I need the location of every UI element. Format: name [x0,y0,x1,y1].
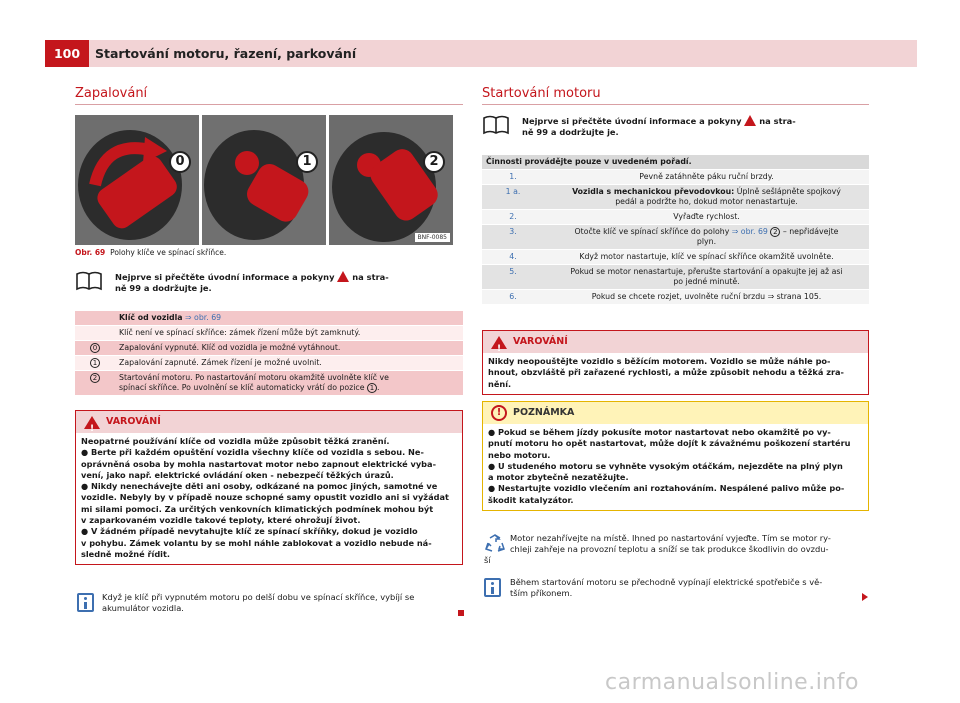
key-positions-figure [75,115,453,245]
chapter-title: Startování motoru, řazení, parkování [95,46,357,61]
warning-body: Neopatrné používání klíče od vozidla může způsobit těžká zranění. ● Berte při každém opuštění vozidla všechny klíče od vozidla s sebou. Ne- oprávněná osoba by mohla nastartovat motor nebo zapnout elektrické vyba- vení, jako např. elektrické ovládání oken - nebezpečí těžkých úrazů. ● Nikdy nenechávejte děti ani osoby, odkázané na pomoc jiných, samotné ve vozidle. Nebyly by v případě nouze schopné samy opustit vozidlo ani si vyžádat mi silami pomoci. Za určitých venkovních klimatických podmínek mohou být v zaparkovaném vozidle takové teploty, které ohrožují život. ● V žádném případě nevytahujte klíč ze spínací skříňky, dokud je vozidlo v pohybu. Zámek volantu by se mohl náhle zablokovat a vozidlo nebude ná- sledně možné řídit. [81,436,449,559]
table-row: 3. Otočte klíč ve spínací skříňce do polohy ⇒ obr. 69 2 – nepřidávejte plyn. [482,225,869,250]
table-row: Klíč není ve spínací skříňce: zámek řízení může být zamknutý. [75,326,463,341]
photo-code: BNF-0085 [415,233,451,242]
note-body: ● Pokud se během jízdy pokusíte motor nastartovat nebo okamžitě po vy- pnutí motoru ho opět nastartovat, může dojít k závažnému poškození startéru nebo motoru. ● U studeného motoru se vyhněte vysokým otáčkám, nejezděte na plný plyn a motor zbytečně nezatěžujte. ● Nestartujte vozidlo vlečením ani roztahováním. Nespálené palivo může po- škodit katalyzátor. [488,427,851,505]
position-label: 2 [423,151,445,173]
position-circle: 2 [90,373,100,383]
warning-body: Nikdy neopouštějte vozidlo s běžícím motorem. Vozidlo se může náhle po- hnout, obzvláště při zařazené rychlosti, a může způsobit nehodu a těžká zra- nění. [488,356,844,389]
warning-box-right [482,330,869,395]
book-icon [75,270,103,292]
environment-note-cont: ší [484,555,491,565]
section-title-ignition: Zapalování [75,86,148,101]
position-label: 1 [296,151,318,173]
warning-box-left [75,410,463,565]
figure-link[interactable]: ⇒ obr. 69 [185,313,222,322]
figure-caption-text: Polohy klíče ve spínací skříňce. [110,248,227,257]
exclamation-circle-icon: ! [491,405,507,421]
table-row: 2 Startování motoru. Po nastartování motoru okamžitě uvolněte klíč ve spínací skříňce. Po uvolnění se klíč automaticky vrátí do pozice 1 . [75,371,463,396]
note-header: ! POZNÁMKA [483,402,868,424]
info-icon [484,578,501,597]
end-of-section-marker [458,610,464,616]
key-positions-table [75,311,463,395]
warning-triangle-icon [337,271,349,282]
table-row: 2. Vyřaďte rychlost. [482,210,869,225]
info-note-right: Během startování motoru se přechodně vypínají elektrické spotřebiče s vě- tším příkonem. [510,577,823,598]
warning-triangle-icon [84,416,100,429]
table-row: 6. Pokud se chcete rozjet, uvolněte ruční brzdu ⇒ strana 105. [482,290,869,305]
environment-icon [484,533,506,553]
book-icon [482,114,510,136]
photo-position-1 [202,115,326,245]
position-circle: 1 [90,358,100,368]
warning-triangle-icon [491,336,507,349]
position-label: 0 [169,151,191,173]
table-row: 5. Pokud se motor nenastartuje, přerušte startování a opakujte jej až asi po jedné minutě. [482,265,869,290]
section-rule [482,104,869,105]
table-row: 0 Zapalování vypnuté. Klíč od vozidla je možné vytáhnout. [75,341,463,356]
page-number: 100 [45,40,89,67]
photo-position-2 [329,115,453,245]
photo-position-0 [75,115,199,245]
info-icon [77,593,94,612]
environment-note: Motor nezahřívejte na místě. Ihned po nastartování vyjeďte. Tím se motor ry- chleji zahřeje na provozní teplotu a sníží se tak produkce škodlivin do ovzdu- [510,533,831,554]
warning-header: ! VAROVÁNÍ [483,331,868,353]
table-row: 1. Pevně zatáhněte páku ruční brzdy. [482,170,869,185]
watermark: carmanualsonline.info [605,670,859,695]
figure-ref: Obr. 69 [75,248,106,257]
starting-steps-table [482,155,869,304]
warning-header: ! VAROVÁNÍ [76,411,462,433]
table-header: Činnosti provádějte pouze v uvedeném pořadí. [482,155,869,170]
position-circle: 2 [770,227,780,237]
table-header: Klíč od vozidla ⇒ obr. 69 [75,311,463,326]
warning-triangle-icon [744,115,756,126]
section-title-starting: Startování motoru [482,86,601,101]
continue-arrow-icon [862,593,868,601]
table-row: 4. Když motor nastartuje, klíč ve spínací skříňce okamžitě uvolněte. [482,250,869,265]
position-circle: 0 [90,343,100,353]
intro-note-left: Nejprve si přečtěte úvodní informace a pokyny na stra- ně 99 a dodržujte je. [115,272,389,293]
position-circle: 1 [367,383,377,393]
figure-caption [75,248,226,257]
table-row: 1 Zapalování zapnuté. Zámek řízení je možné uvolnit. [75,356,463,371]
page-header [0,0,960,70]
section-rule [75,104,463,105]
figure-link[interactable]: ⇒ obr. 69 [731,227,768,236]
note-box [482,401,869,511]
info-note-left: Když je klíč při vypnutém motoru po delší dobu ve spínací skříňce, vybíjí se akumulátor vozidla. [102,592,415,613]
table-row: 1 a. Vozidla s mechanickou převodovkou: Úplně sešlápněte spojkový pedál a podržte ho, dokud motor nenastartuje. [482,185,869,210]
intro-note-right: Nejprve si přečtěte úvodní informace a pokyny na stra- ně 99 a dodržujte je. [522,116,796,137]
